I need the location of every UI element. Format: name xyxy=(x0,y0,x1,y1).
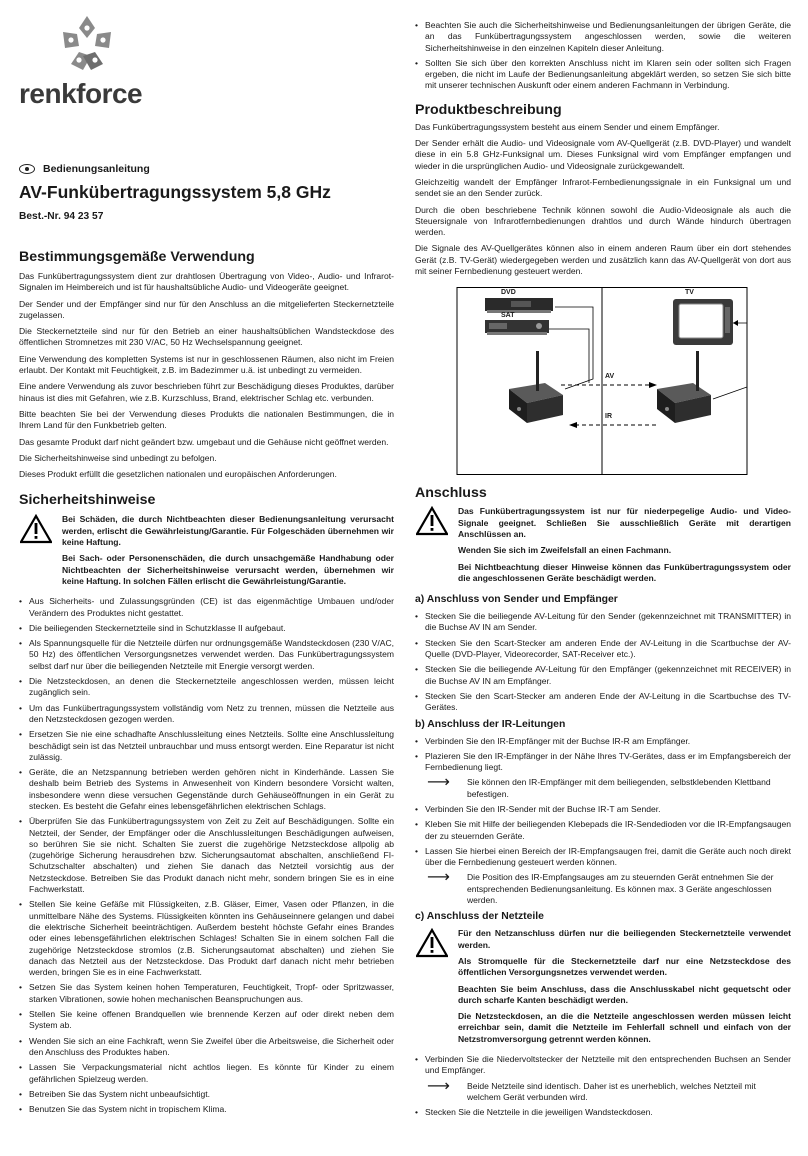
arrow-right-icon: ⟶ xyxy=(427,1077,450,1095)
safety-warning xyxy=(19,514,394,592)
list-item: • Verbinden Sie den IR-Sender mit der Buchse IR-T am Sender. xyxy=(415,804,791,815)
list-item: • Die beiliegenden Steckernetzteile sind in Schutzklasse II aufgebaut. xyxy=(19,623,394,634)
note xyxy=(427,774,791,800)
list-item: • Überprüfen Sie das Funkübertragungssystem von Zeit zu Zeit auf Beschädigungen. Sollte ein Netzteil, der Sender, der Empfänger oder die Anschlussleitungen Beschädigungen aufweisen, so berühren Sie sie nicht. Schalten Sie zuerst die zugehörige Netzsteckdose allpolig ab (zugehörige Sicherung herausdrehen bzw. Sicherungsautomat abschalten, anschließend FI-Schutzschalter abschalten) und ziehen Sie danach das Netzteil vorsichtig aus der Netzsteckdose. Betreiben Sie das Produkt danach nicht mehr, sondern bringen Sie es in eine Fachwerkstatt. xyxy=(19,816,394,895)
list-item: • Als Spannungsquelle für die Netzteile dürfen nur ordnungsgemäße Wandsteckdosen (230 V/AC, 50 Hz) des öffentlichen Versorgungsnetzes verwendet werden. Das Funkübertragungssystem selbst darf nur über die beiliegenden Netzteile mit Energie versorgt werden. xyxy=(19,638,394,672)
sub-heading-b: b) Anschluss der IR-Leitungen xyxy=(415,718,566,730)
diagram-graphic xyxy=(415,287,791,475)
paragraph: Durch die oben beschriebene Technik können sowohl die Audio-Videosignale als auch die Steuersignale von Infrarotfernbedienungen drahtlos und durch Wände hindurch übertragen werden. xyxy=(415,204,791,238)
warning-text: Die Netzsteckdosen, an die die Netzteile angeschlossen werden müssen leicht erreichbar sein, damit die Netzteile im Fehlerfall schnell und einfach von der Netzstromversorgung getrennt werden können. xyxy=(458,1011,791,1044)
list-item: • Kleben Sie mit Hilfe der beiliegenden Klebepads die IR-Sendedioden vor die IR-Empfangsaugen der zu steuernden Geräte. xyxy=(415,819,791,842)
list-c2 xyxy=(415,1107,791,1118)
list-item: • Benutzen Sie das System nicht in tropischem Klima. xyxy=(19,1104,394,1115)
diagram-label-tv: TV xyxy=(685,289,694,297)
list-item: • Beachten Sie auch die Sicherheitshinweise und Bedienungsanleitungen der übrigen Geräte, die an das Funkübertragungssystem angeschlossen werden, sowie die weiteren Sicherheitshinweise in den einzelnen Kapiteln dieser Anleitung. xyxy=(415,20,791,54)
arrow-right-icon: ⟶ xyxy=(427,774,450,792)
paragraph: Die Signale des AV-Quellgerätes können also in einem anderen Raum über ein dort stehendes Gerät (z.B. TV-Gerät) wiedergegeben werden und zusätzlich kann das AV-Quellgerät von dort aus mit seiner Fernbedienung gesteuert werden. xyxy=(415,243,791,277)
paragraph: Der Sender und der Empfänger sind nur für den Anschluss an die mitgelieferten Steckernetzteile zugelassen. xyxy=(19,298,394,320)
list-item: • Stecken Sie die beiliegende AV-Leitung für den Empfänger (gekennzeichnet mit RECEIVER) in die Buchse AV IN am Empfänger. xyxy=(415,664,791,687)
arrow-right-icon: ⟶ xyxy=(427,869,450,887)
manual-type xyxy=(19,163,150,175)
paragraph: Das Funkübertragungssystem besteht aus einem Sender und einem Empfänger. xyxy=(415,121,720,132)
list-b2 xyxy=(415,804,791,868)
document-title: AV-Funkübertragungssystem 5,8 GHz xyxy=(19,182,331,202)
paragraph: Eine Verwendung des kompletten Systems ist nur in geschlossenen Räumen, also nicht im Freien erlaubt. Der Kontakt mit Feuchtigkeit, z.B. im Badezimmer u.ä. ist unbedingt zu vermeiden. xyxy=(19,353,394,376)
manual-type-label: Bedienungsanleitung xyxy=(43,163,150,175)
sub-heading-c: c) Anschluss der Netzteile xyxy=(415,911,544,923)
sat-receiver-image xyxy=(485,320,549,335)
warning-text: Das Funkübertragungssystem ist nur für niederpegelige Audio- und Video-Signale geeignet. Schließen Sie ausschließlich Geräte mit derartigen Anschlüssen an. xyxy=(458,506,791,539)
read-manual-icon xyxy=(19,164,35,174)
list-item: • Setzen Sie das System keinen hohen Temperaturen, Feuchtigkeit, Tropf- oder Spritzwasser, starken Vibrationen, sowie hohen mechanischen Beanspruchungen aus. xyxy=(19,982,394,1005)
warning-triangle-icon xyxy=(416,506,448,536)
list-item: • Stellen Sie keine offenen Brandquellen wie brennende Kerzen auf oder direkt neben dem System ab. xyxy=(19,1009,394,1032)
list-item: • Stecken Sie die beiliegende AV-Leitung für den Sender (gekennzeichnet mit TRANSMITTER) in die Buchse AV IN am Sender. xyxy=(415,611,791,634)
note xyxy=(427,1077,791,1104)
list-item: • Wenden Sie sich an eine Fachkraft, wenn Sie Zweifel über die Arbeitsweise, die Sicherheit oder den Anschluss des Produktes haben. xyxy=(19,1036,394,1059)
list-item: • Stecken Sie den Scart-Stecker am anderen Ende der AV-Leitung in die Scartbuchse des TV-Gerätes. xyxy=(415,691,791,714)
list-a xyxy=(415,611,791,713)
brand-name: renkforce xyxy=(19,78,143,109)
paragraph: Eine andere Verwendung als zuvor beschrieben führt zur Beschädigung dieses Produktes, darüber hinaus ist dies mit Gefahren, wie z.B. Kurzschluss, Brand, elektrischer Schlag etc. verbunden. xyxy=(19,381,394,403)
warning-text: Für den Netzanschluss dürfen nur die beiliegenden Steckernetzteile verwendet werden. xyxy=(458,928,791,950)
safety-list-continued xyxy=(415,20,791,92)
note-text: Die Position des IR-Empfangsauges am zu steuernden Gerät entnehmen Sie der entsprechenden Bedienungsanleitung. Es können max. 3 Geräte angeschlossen werden. xyxy=(467,872,774,906)
paragraph: Dieses Produkt erfüllt die gesetzlichen nationalen und europäischen Anforderungen. xyxy=(19,469,337,480)
warning-text: Bei Schäden, die durch Nichtbeachten dieser Bedienungsanleitung verursacht werden, erlischt die Gewährleistung/Garantie. Für Folgeschäden übernehmen wir keine Haftung. xyxy=(62,514,394,548)
power-warning xyxy=(415,928,791,1050)
paragraph: Gleichzeitig wandelt der Empfänger Infrarot-Fernbedienungssignale in ein Funksignal um und sendet sie an den Sender zurück. xyxy=(415,176,791,199)
list-item: • Ersetzen Sie nie eine schadhafte Anschlussleitung eines Netzteils. Sollte eine Anschlussleitung beschädigt sein ist das Netzteil unbrauchbar und muss entsorgt werden. Eine Reparatur ist nicht zulässig. xyxy=(19,729,394,763)
list-item: • Lassen Sie Verpackungsmaterial nicht achtlos liegen. Es könnte für Kinder zu einem gefährlichen Spielzeug werden. xyxy=(19,1062,394,1085)
list-item: • Geräte, die an Netzspannung betrieben werden gehören nicht in Kinderhände. Lassen Sie deshalb beim Betrieb des Systems in Anwesenheit von Kindern besondere Vorsicht walten, insbesondere wenn diese versuchen Gegenstände durch Gehäuseöffnungen in ein Gerät zu stecken. Es besteht die Gefahr eines lebensgefährlichen elektrischen Schlags. xyxy=(19,767,394,812)
connection-warning xyxy=(415,506,791,589)
sub-heading-a: a) Anschluss von Sender und Empfänger xyxy=(415,594,618,606)
list-item: • Betreiben Sie das System nicht unbeaufsichtigt. xyxy=(19,1089,394,1100)
paragraph: Der Sender erhält die Audio- und Videosignale vom AV-Quellgerät (z.B. DVD-Player) und wandelt diese in ein 5.8 GHz-Funksignal um. Dieses Funksignal wird vom Empfänger empfangen und wieder in die ursprünglichen Audio- und Videosignale zurückgewandelt. xyxy=(415,138,791,171)
paragraph: Die Sicherheitshinweise sind unbedingt zu befolgen. xyxy=(19,452,217,463)
list-item: • Um das Funkübertragungssystem vollständig vom Netz zu trennen, müssen die Netzteile aus den Netzsteckdosen gezogen werden. xyxy=(19,703,394,726)
diagram-label-sat: SAT xyxy=(501,312,515,320)
list-item: • Plazieren Sie den IR-Empfänger in der Nähe Ihres TV-Gerätes, dass er im Empfangsbereich der Fernbedienung liegt. xyxy=(415,751,791,774)
tv-image xyxy=(673,299,733,345)
right-column xyxy=(415,20,791,1123)
product-heading: Produktbeschreibung xyxy=(415,101,562,118)
list-item: • Stecken Sie die Netzteile in die jeweiligen Wandsteckdosen. xyxy=(415,1107,791,1118)
warning-text: Bei Nichtbeachtung dieser Hinweise können das Funkübertragungssystem oder die angeschlossenen Geräte beschädigt werden. xyxy=(458,561,791,583)
connection-diagram xyxy=(415,287,791,475)
paragraph: Das Funkübertragungssystem dient zur drahtlosen Übertragung von Video-, Audio- und Infrarot-Signalen im Heimbereich und ist für haushaltsübliche Audio- und Videogeräte geeignet. xyxy=(19,271,394,293)
list-item: • Verbinden Sie die Niedervoltstecker der Netzteile mit den entsprechenden Buchsen an Sender und Empfänger. xyxy=(415,1054,791,1077)
note xyxy=(427,869,791,906)
note-text: Beide Netzteile sind identisch. Daher ist es unerheblich, welches Netzteil mit welchem Gerät verbunden wird. xyxy=(467,1080,756,1102)
diagram-label-dvd: DVD xyxy=(501,289,516,297)
connection-heading: Anschluss xyxy=(415,485,487,502)
list-item: • Sollten Sie sich über den korrekten Anschluss nicht im Klaren sein oder sollten sich Fragen ergeben, die nicht im Laufe der Bedienungsanleitung abgeklärt werden, so setzen Sie sich bitte mit unserer technischen Auskunft oder einem anderen Fachmann in Verbindung. xyxy=(415,58,791,92)
list-item: • Lassen Sie hierbei einen Bereich der IR-Empfangsaugen frei, damit die Geräte auch noch direkt über die Fernbedienung gesteuert werden können. xyxy=(415,846,791,869)
warning-text: Beachten Sie beim Anschluss, dass die Anschlusskabel nicht gequetscht oder durch scharfe Kanten beschädigt werden. xyxy=(458,983,791,1005)
note-text: Sie können den IR-Empfänger mit dem beiliegenden, selbstklebenden Klettband befestigen. xyxy=(467,777,771,799)
order-number: Best.-Nr. 94 23 57 xyxy=(19,211,104,222)
safety-list xyxy=(19,596,394,1115)
warning-triangle-icon xyxy=(20,514,52,544)
paragraph: Bitte beachten Sie bei der Verwendung dieses Produkts die nationalen Bestimmungen, die in Ihrem Land für den Funkbetrieb gelten. xyxy=(19,408,394,431)
list-item: • Stellen Sie keine Gefäße mit Flüssigkeiten, z.B. Gläser, Eimer, Vasen oder Pflanzen, in die unmittelbare Nähe des Systems. Flüssigkeiten könnten ins Gehäuseinnere gelangen und dabei die elektrische Sicherheit beeinträchtigen. Außerdem besteht höchste Gefahr eines Brandes oder eines lebensgefährlichen elektrischen Schlages! Schalten Sie in einem solchen Fall die zugehörige Netzsteckdose stromlos (z.B. Sicherungsautomat abschalten) und ziehen Sie danach das Netzteil aus der Netzsteckdose. Das Produkt darf danach nicht mehr betrieben werden, bringen Sie es in eine Fachwerkstatt. xyxy=(19,899,394,978)
list-c1 xyxy=(415,1054,791,1077)
list-item: • Die Netzsteckdosen, an denen die Steckernetzteile angeschlossen werden, müssen leicht zugänglich sein. xyxy=(19,676,394,699)
diagram-label-av: AV xyxy=(605,373,615,381)
list-item: • Aus Sicherheits- und Zulassungsgründen (CE) ist das eigenmächtige Umbauen und/oder Verändern des Produktes nicht gestattet. xyxy=(19,596,394,619)
warning-text: Wenden Sie sich im Zweifelsfall an einen Fachmann. xyxy=(458,545,672,556)
diagram-label-ir: IR xyxy=(605,413,612,421)
list-b1 xyxy=(415,736,791,774)
warning-triangle-icon xyxy=(416,928,448,958)
list-item: • Verbinden Sie den IR-Empfänger mit der Buchse IR-R am Empfänger. xyxy=(415,736,791,747)
paragraph: Das gesamte Produkt darf nicht geändert bzw. umgebaut und die Gehäuse nicht geöffnet werden. xyxy=(19,436,389,447)
safety-heading: Sicherheitshinweise xyxy=(19,492,156,509)
warning-text: Als Stromquelle für die Steckernetzteile darf nur eine Netzsteckdose des öffentlichen Versorgungsnetzes verwendet werden. xyxy=(458,955,791,978)
warning-text: Bei Sach- oder Personenschäden, die durch unsachgemäße Handhabung oder Nichtbeachten der Sicherheitshinweise verursacht werden, übernehmen wir keine Haftung. In solchen Fällen erlischt die Gewährleistung/Garantie. xyxy=(62,553,394,586)
left-body xyxy=(19,249,394,1119)
paragraph: Die Steckernetzteile sind nur für den Betrieb an einer haushaltsüblichen Wandsteckdose des öffentlichen Stromnetzes mit 230 V/AC, 50 Hz Wechselspannung geeignet. xyxy=(19,326,394,348)
intended-use-heading: Bestimmungsgemäße Verwendung xyxy=(19,249,255,265)
dvd-player-image xyxy=(485,298,553,313)
list-item: • Stecken Sie den Scart-Stecker am anderen Ende der AV-Leitung in die Scartbuchse der AV-Quelle (DVD-Player, Videorecorder, SAT-Receiver etc.). xyxy=(415,638,791,661)
